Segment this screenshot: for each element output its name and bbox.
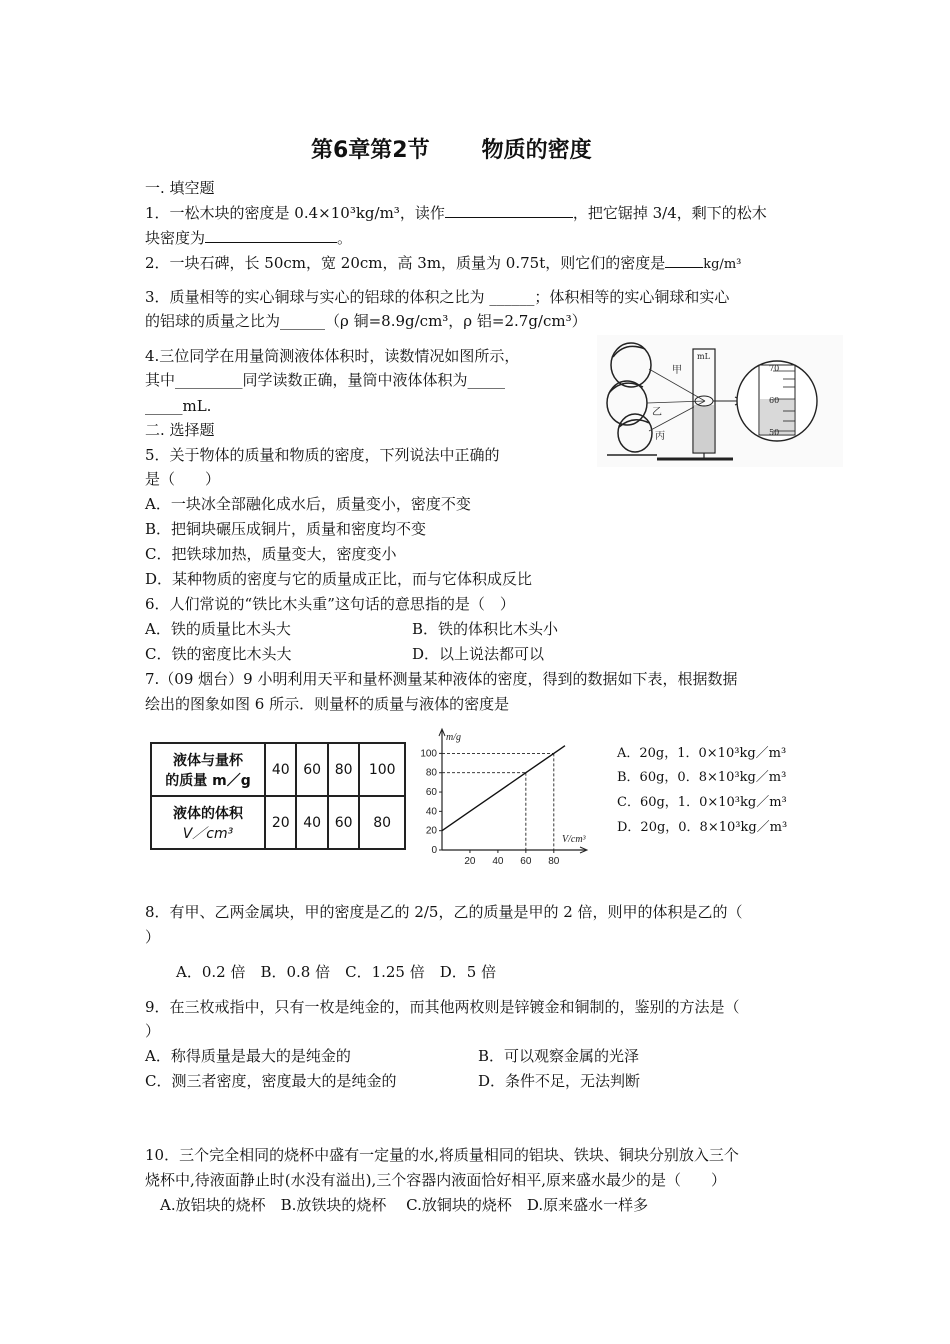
question-2 [145,252,741,275]
question-5-line-1: 5．关于物体的质量和物质的密度，下列说法中正确的 [145,446,500,464]
question-7-option-d[interactable]: D．20g，0．8×10³kg／m³ [617,820,788,835]
page-title [311,138,592,164]
tick-50: 50 [769,428,780,437]
table-row-label [151,796,265,849]
question-8-line-1: 8．有甲、乙两金属块，甲的密度是乙的 2/5，乙的质量是甲的 2 倍，则甲的体积是乙的（ [145,903,743,921]
question-6-option-b[interactable]: B．铁的体积比木头小 [412,620,559,638]
section-heading-fill: 一. 填空题 [145,179,215,197]
question-3-line-1: 3．质量相等的实心铜球与实心的铝球的体积之比为 ______；体积相等的实心铜球和实心 [145,288,730,306]
x-tick-label: 80 [548,856,560,867]
question-5-option-d[interactable]: D．某种物质的密度与它的质量成正比，而与它体积成反比 [145,570,533,588]
question-1-text-b: ，把它锯掉 3/4，剩下的松木 [572,204,767,222]
question-1-text-c: 块密度为 [145,229,206,247]
question-9-line-2: ） [145,1022,161,1040]
y-tick-label: 80 [425,767,437,779]
question-7-option-b[interactable]: B．60g，0．8×10³kg／m³ [617,770,787,785]
question-9-option-d[interactable]: D．条件不足，无法判断 [478,1072,641,1090]
x-tick-label: 20 [464,856,476,867]
label-ml: mL [697,352,710,361]
table-row-label [151,743,265,796]
table-cell: 40 [265,743,296,796]
mass-volume-chart [418,724,600,886]
label-bing: 丙 [655,431,665,442]
question-5-option-b[interactable]: B．把铜块碾压成铜片，质量和密度均不变 [145,520,427,538]
question-2-unit: kg/m³ [703,257,742,272]
row-label-line-1: 液体与量杯 [173,752,243,769]
table-cell: 100 [359,743,405,796]
table-cell: 40 [296,796,327,849]
table-row [151,796,405,849]
question-7-option-a[interactable]: A．20g，1．0×10³kg／m³ [617,746,787,761]
y-tick-label: 40 [425,806,437,818]
question-6-option-c[interactable]: C．铁的密度比木头大 [145,645,292,663]
question-5-option-a[interactable]: A．一块冰全部融化成水后，质量变小，密度不变 [145,495,471,513]
question-7-line-2: 绘出的图象如图 6 所示．则量杯的质量与液体的密度是 [145,695,510,713]
question-6-option-a[interactable]: A．铁的质量比木头大 [145,620,291,638]
question-5-option-c[interactable]: C．把铁球加热，质量变大，密度变小 [145,545,397,563]
question-1-line-2 [145,227,352,248]
question-10-options[interactable]: A.放铝块的烧杯 B.放铁块的烧杯 C.放铜块的烧杯 D.原来盛水一样多 [160,1196,649,1214]
table-cell: 20 [265,796,296,849]
table-row [151,743,405,796]
row-label-line-2: V／cm³ [182,825,234,842]
measuring-cylinder-figure [597,335,843,467]
question-9-option-c[interactable]: C．测三者密度，密度最大的是纯金的 [145,1072,397,1090]
label-jia: 甲 [672,365,682,376]
question-4-line-3: _____mL. [145,397,212,415]
table-cell: 60 [296,743,327,796]
question-9-option-b[interactable]: B．可以观察金属的光泽 [478,1047,640,1065]
answer-blank[interactable] [205,227,337,243]
row-label-line-1: 液体的体积 [173,805,243,822]
question-10-line-1: 10．三个完全相同的烧杯中盛有一定量的水,将质量相同的铝块、铁块、铜块分别放入三个 [145,1146,739,1164]
data-line-extension [554,746,565,754]
x-tick-label: 40 [492,856,504,867]
question-8-options[interactable]: A．0.2 倍 B．0.8 倍 C．1.25 倍 D．5 倍 [176,963,497,981]
x-tick-label: 60 [520,856,532,867]
y-axis-label: m/g [446,732,461,743]
question-9-line-1: 9．在三枚戒指中，只有一枚是纯金的，而其他两枚则是锌镀金和铜制的，鉴别的方法是（ [145,998,740,1016]
question-8-line-2: ） [145,928,161,946]
data-table [150,742,406,850]
x-axis-label: V/cm³ [562,834,586,845]
question-2-text: 2．一块石碑，长 50cm，宽 20cm，高 3m，质量为 0.75t，则它们的密度是 [145,254,666,272]
row-label-line-2: 的质量 m／g [165,772,251,789]
answer-blank[interactable] [665,252,703,268]
question-3-line-2: 的铝球的质量之比为______（ρ 铜=8.9g/cm³，ρ 铝=2.7g/cm³） [145,312,587,330]
tick-60: 60 [769,396,780,405]
question-10-line-2: 烧杯中,待液面静止时(水没有溢出),三个容器内液面恰好相平,原来盛水最少的是（ ） [145,1171,727,1189]
data-line [442,753,554,830]
tick-70: 70 [769,364,780,373]
label-yi: 乙 [652,407,662,418]
y-tick-label: 100 [420,748,437,760]
question-9-option-a[interactable]: A．称得质量是最大的是纯金的 [145,1047,351,1065]
title-sub: 物质的密度 [481,138,592,163]
y-tick-label: 20 [425,825,437,837]
section-heading-choice: 二. 选择题 [145,421,215,439]
question-4-line-2: 其中_________同学读数正确，量筒中液体体积为_____ [145,371,506,389]
table-cell: 60 [328,796,359,849]
question-4-line-1: 4.三位同学在用量筒测液体体积时，读数情况如图所示， [145,347,520,365]
question-6-option-d[interactable]: D．以上说法都可以 [412,645,545,663]
title-main: 第6章第2节 [311,138,430,163]
question-7-option-c[interactable]: C．60g，1．0×10³kg／m³ [617,795,787,810]
question-1-text-a: 1．一松木块的密度是 0.4×10³kg/m³，读作 [145,204,445,222]
answer-blank[interactable] [445,202,573,218]
question-6-stem: 6．人们常说的“铁比木头重”这句话的意思指的是（ ） [145,595,515,613]
question-1-line-1 [145,202,767,223]
question-7-line-1: 7.（09 烟台）9 小明利用天平和量杯测量某种液体的密度，得到的数据如下表，根据数据 [145,670,738,688]
y-tick-label: 60 [425,787,437,799]
y-tick-label: 0 [431,845,437,856]
question-5-line-2: 是（ ） [145,470,221,488]
question-1-text-d: 。 [337,229,353,247]
table-cell: 80 [359,796,405,849]
table-cell: 80 [328,743,359,796]
